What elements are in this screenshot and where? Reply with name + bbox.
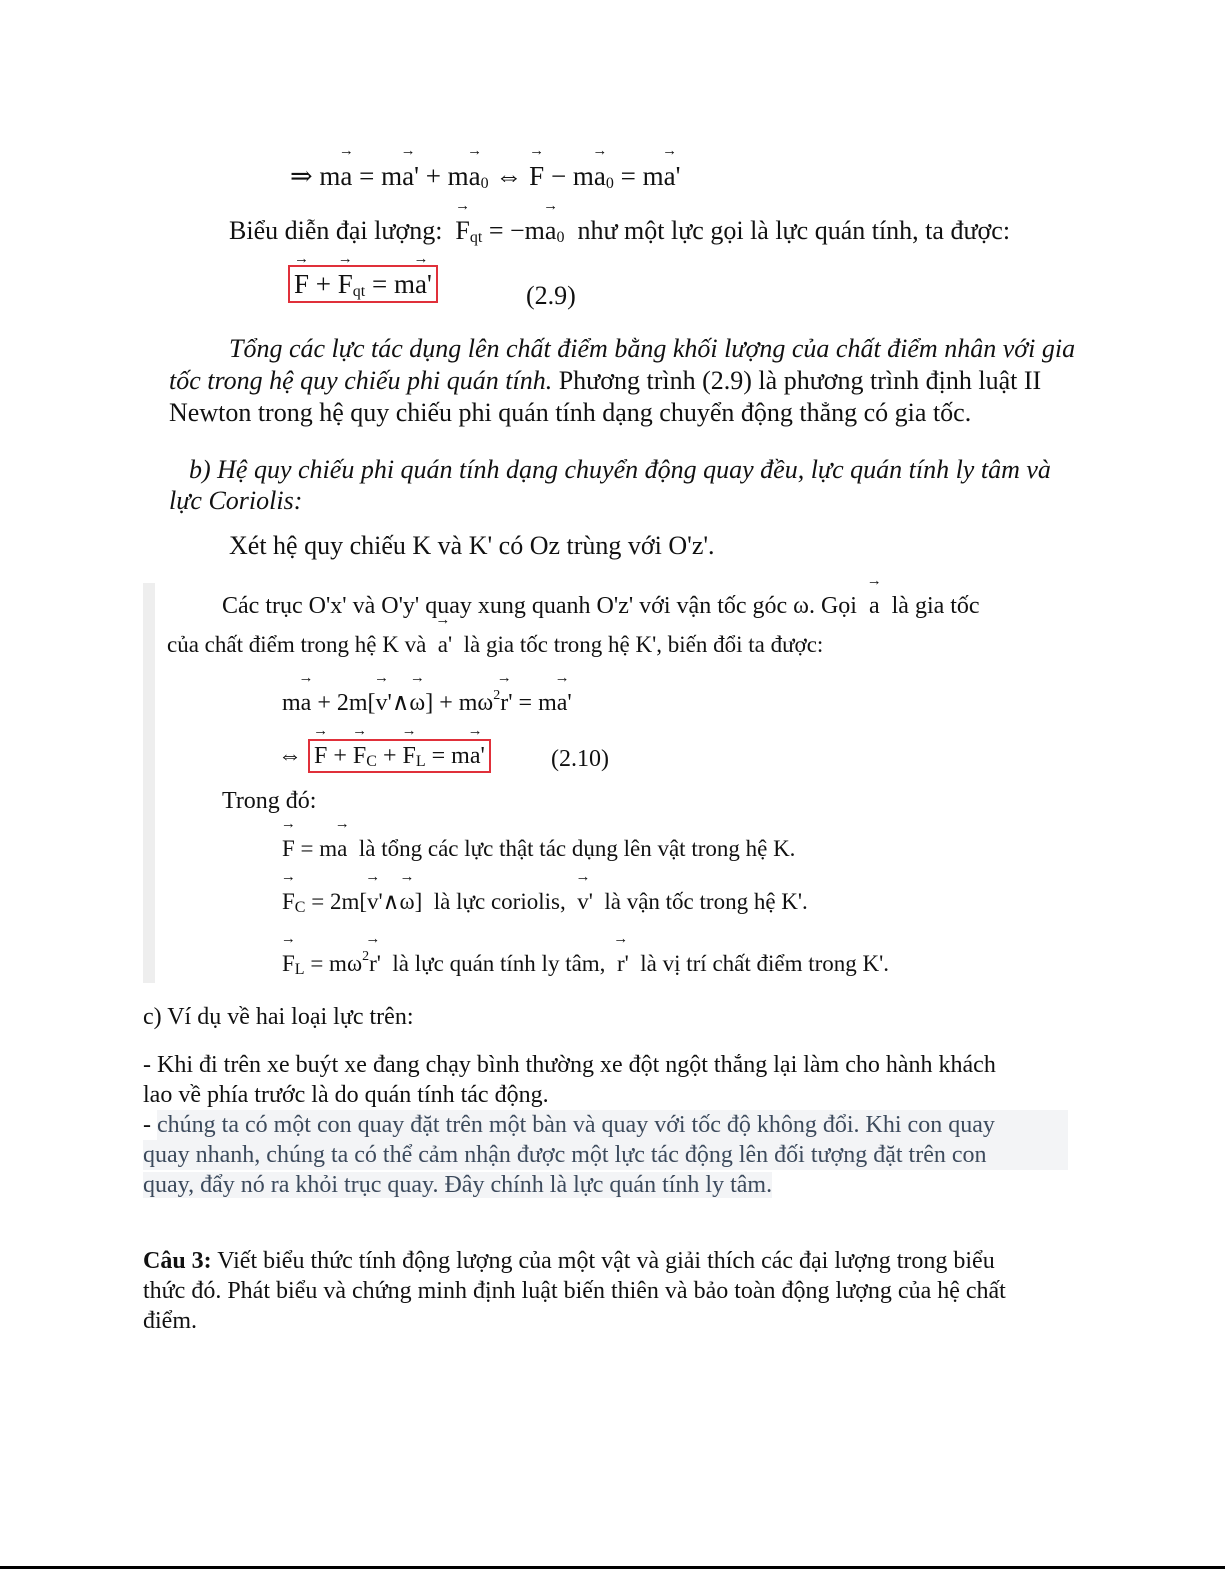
- page-bottom-border: [0, 1566, 1225, 1569]
- example2-line1: [143, 1110, 1068, 1140]
- def-fl-text-b: là vị trí chất điểm trong K'.: [640, 951, 890, 976]
- def-fc: → FC = 2m[→ v'∧→ ω] là lực coriolis, → v' là vận tốc trong hệ K'.: [282, 886, 808, 924]
- cac-truc-line1: Các trục O'x' và O'y' quay xung quanh O'z' với vận tốc góc ω. Gọi → a là gia tốc: [222, 590, 980, 622]
- cac-truc-text-1b: là gia tốc: [891, 593, 980, 619]
- inertial-force-formula: → Fqt = −m→ a0: [449, 216, 571, 245]
- example2-text-3: quay, đẩy nó ra khỏi trục quay. Đây chính là lực quán tính ly tâm.: [143, 1172, 773, 1198]
- trong-do: Trong đó:: [222, 788, 317, 814]
- def-fl: → FL = $m\omega^2\to r'$ là lực quán tính ly tâm, → r' là vị trí chất điểm trong K'.: [282, 941, 889, 986]
- equation-2-9-label: (2.9): [526, 281, 576, 310]
- cau3-line2: thức đó. Phát biểu và chứng minh định luật biến thiên và bảo toàn động lượng của hệ chất: [143, 1278, 1006, 1304]
- def-f-text: là tổng các lực thật tác dụng lên vật trong hệ K.: [358, 836, 796, 861]
- heading-b-line1: [189, 454, 1051, 486]
- para1-italic-2: tốc trong hệ quy chiếu phi quán tính.: [169, 366, 553, 395]
- equation-2-10: ⇔ → F + → FC + → FL = m→ a': [278, 740, 491, 778]
- def-fl-text-a: là lực quán tính ly tâm,: [392, 951, 606, 976]
- equation-2-10-label: (2.10): [551, 746, 609, 772]
- def-fc-text-a: là lực coriolis,: [433, 889, 566, 914]
- example2-text-2: quay nhanh, chúng ta có thể cảm nhận được một lực tác động lên đối tượng đặt trên con: [143, 1140, 1068, 1170]
- cau3-line1: [143, 1246, 995, 1276]
- example2-dash: -: [143, 1112, 157, 1138]
- cac-truc-line2: của chất điểm trong hệ K và → a' là gia tốc trong hệ K', biến đổi ta được:: [167, 629, 823, 661]
- para1-line2: [169, 365, 1041, 397]
- example1-line1: - Khi đi trên xe buýt xe đang chạy bình thường xe đột ngột thắng lại làm cho hành khách: [143, 1052, 996, 1078]
- cau3-line3: điểm.: [143, 1308, 197, 1334]
- def-f: → F = m→ a là tổng các lực thật tác dụng lên vật trong hệ K.: [282, 833, 795, 865]
- equation-2-9-box: → F + → Fqt = m→ a': [288, 265, 438, 303]
- def-fc-text-b: là vận tốc trong hệ K'.: [604, 889, 808, 914]
- image-block-edge: [143, 583, 155, 983]
- equation-newton-transform: ⇒ m→ a = m→ a' + m→ a0 ⇔ → F − m→ a0 = m→ a': [290, 160, 681, 200]
- heading-b-line2: [169, 485, 302, 517]
- para1-line1: [229, 333, 1075, 365]
- cau3-text-1: Viết biểu thức tính động lượng của một vật và giải thích các đại lượng trong biểu: [217, 1248, 995, 1274]
- equation-2-9: [288, 268, 438, 308]
- heading-b-text-2: lực Coriolis:: [169, 486, 303, 515]
- example1-line2: lao về phía trước là do quán tính tác động.: [143, 1082, 549, 1108]
- xet-he-quy-chieu: Xét hệ quy chiếu K và K' có Oz trùng với O'z'.: [229, 531, 715, 560]
- inertial-force-definition: [229, 215, 1010, 254]
- cac-truc-text-2a: của chất điểm trong hệ K và: [167, 632, 427, 657]
- para1-italic-1: Tổng các lực tác dụng lên chất điểm bằng khối lượng của chất điểm nhân với gia: [229, 334, 1076, 363]
- example2-line3: [143, 1170, 772, 1200]
- heading-b-text-1: b) Hệ quy chiếu phi quán tính dạng chuyển động quay đều, lực quán tính ly tâm và: [189, 455, 1051, 484]
- bieu-dien-suffix: như một lực gọi là lực quán tính, ta được:: [577, 216, 1011, 245]
- example2-text-1: chúng ta có một con quay đặt trên một bàn và quay với tốc độ không đổi. Khi con quay: [157, 1110, 1068, 1140]
- cac-truc-text-2b: là gia tốc trong hệ K', biến đổi ta được:: [463, 632, 824, 657]
- para1-normal-2: Phương trình (2.9) là phương trình định luật II: [558, 366, 1042, 395]
- bieu-dien-prefix: Biểu diễn đại lượng:: [229, 216, 443, 245]
- equation-2-10-box: → F + → FC + → FL = m→ a': [308, 739, 491, 773]
- para1-line3: Newton trong hệ quy chiếu phi quán tính dạng chuyển động thẳng có gia tốc.: [169, 398, 972, 427]
- cau3-label: Câu 3:: [143, 1248, 212, 1274]
- section-c-heading: c) Ví dụ về hai loại lực trên:: [143, 1004, 414, 1030]
- example2-line2: [143, 1140, 1068, 1170]
- cac-truc-text-1a: Các trục O'x' và O'y' quay xung quanh O'z' với vận tốc góc ω. Gọi: [222, 593, 857, 619]
- equation-rotating-frame: m→ a + 2m[→ v'∧→ $\omega] + m\omega^2\to r' = m\to a'$: [282, 680, 572, 719]
